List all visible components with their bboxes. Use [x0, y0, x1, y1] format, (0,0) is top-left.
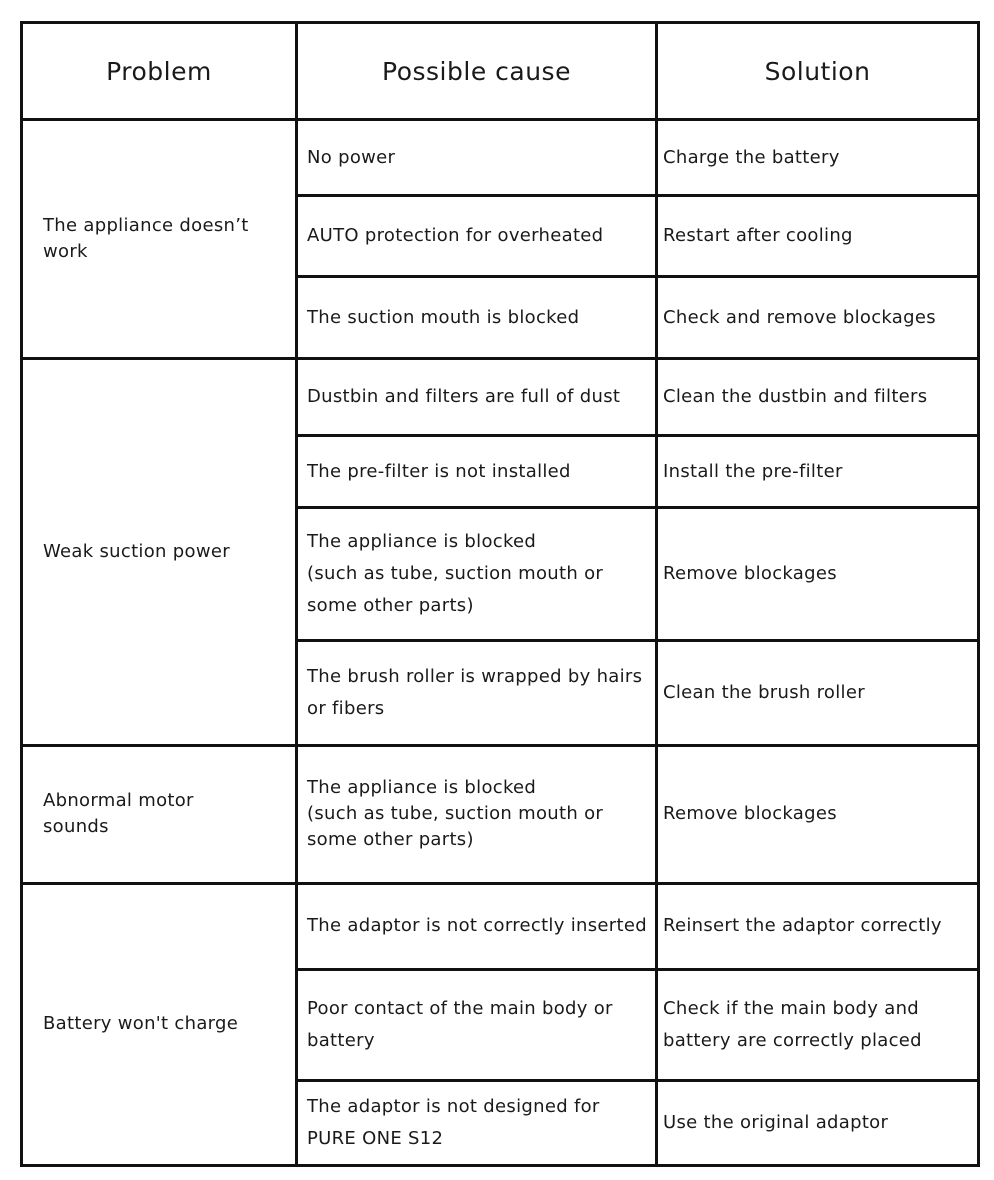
solution-cell: Reinsert the adaptor correctly	[657, 883, 979, 969]
header-row	[22, 23, 979, 120]
solution-cell: Charge the battery	[657, 120, 979, 196]
table-row	[22, 120, 979, 196]
table-row	[22, 883, 979, 969]
problem-cell: Abnormal motor sounds	[22, 745, 297, 883]
cause-cell: Dustbin and filters are full of dust	[297, 359, 657, 436]
header-problem: Problem	[22, 23, 297, 120]
cause-cell: The pre-filter is not installed	[297, 436, 657, 508]
solution-cell: Install the pre-filter	[657, 436, 979, 508]
cause-cell: Poor contact of the main body or battery	[297, 969, 657, 1080]
header-solution: Solution	[657, 23, 979, 120]
solution-cell: Check and remove blockages	[657, 277, 979, 359]
cause-cell: The adaptor is not designed for PURE ONE S12	[297, 1080, 657, 1165]
solution-cell: Check if the main body and battery are correctly placed	[657, 969, 979, 1080]
troubleshooting-table	[20, 21, 980, 1167]
cause-cell: The adaptor is not correctly inserted	[297, 883, 657, 969]
cause-cell: The suction mouth is blocked	[297, 277, 657, 359]
table-row	[22, 359, 979, 436]
solution-cell: Use the original adaptor	[657, 1080, 979, 1165]
cause-cell: The appliance is blocked (such as tube, suction mouth or some other parts)	[297, 508, 657, 641]
solution-cell: Clean the dustbin and filters	[657, 359, 979, 436]
solution-cell: Restart after cooling	[657, 196, 979, 277]
cause-cell: The appliance is blocked (such as tube, suction mouth or some other parts)	[297, 745, 657, 883]
header-possible-cause: Possible cause	[297, 23, 657, 120]
table-row	[22, 745, 979, 883]
problem-cell: Battery won't charge	[22, 883, 297, 1165]
solution-cell: Clean the brush roller	[657, 641, 979, 745]
problem-cell: The appliance doesn’t work	[22, 120, 297, 359]
problem-cell: Weak suction power	[22, 359, 297, 745]
solution-cell: Remove blockages	[657, 508, 979, 641]
cause-cell: AUTO protection for overheated	[297, 196, 657, 277]
solution-cell: Remove blockages	[657, 745, 979, 883]
cause-cell: The brush roller is wrapped by hairs or fibers	[297, 641, 657, 745]
cause-cell: No power	[297, 120, 657, 196]
